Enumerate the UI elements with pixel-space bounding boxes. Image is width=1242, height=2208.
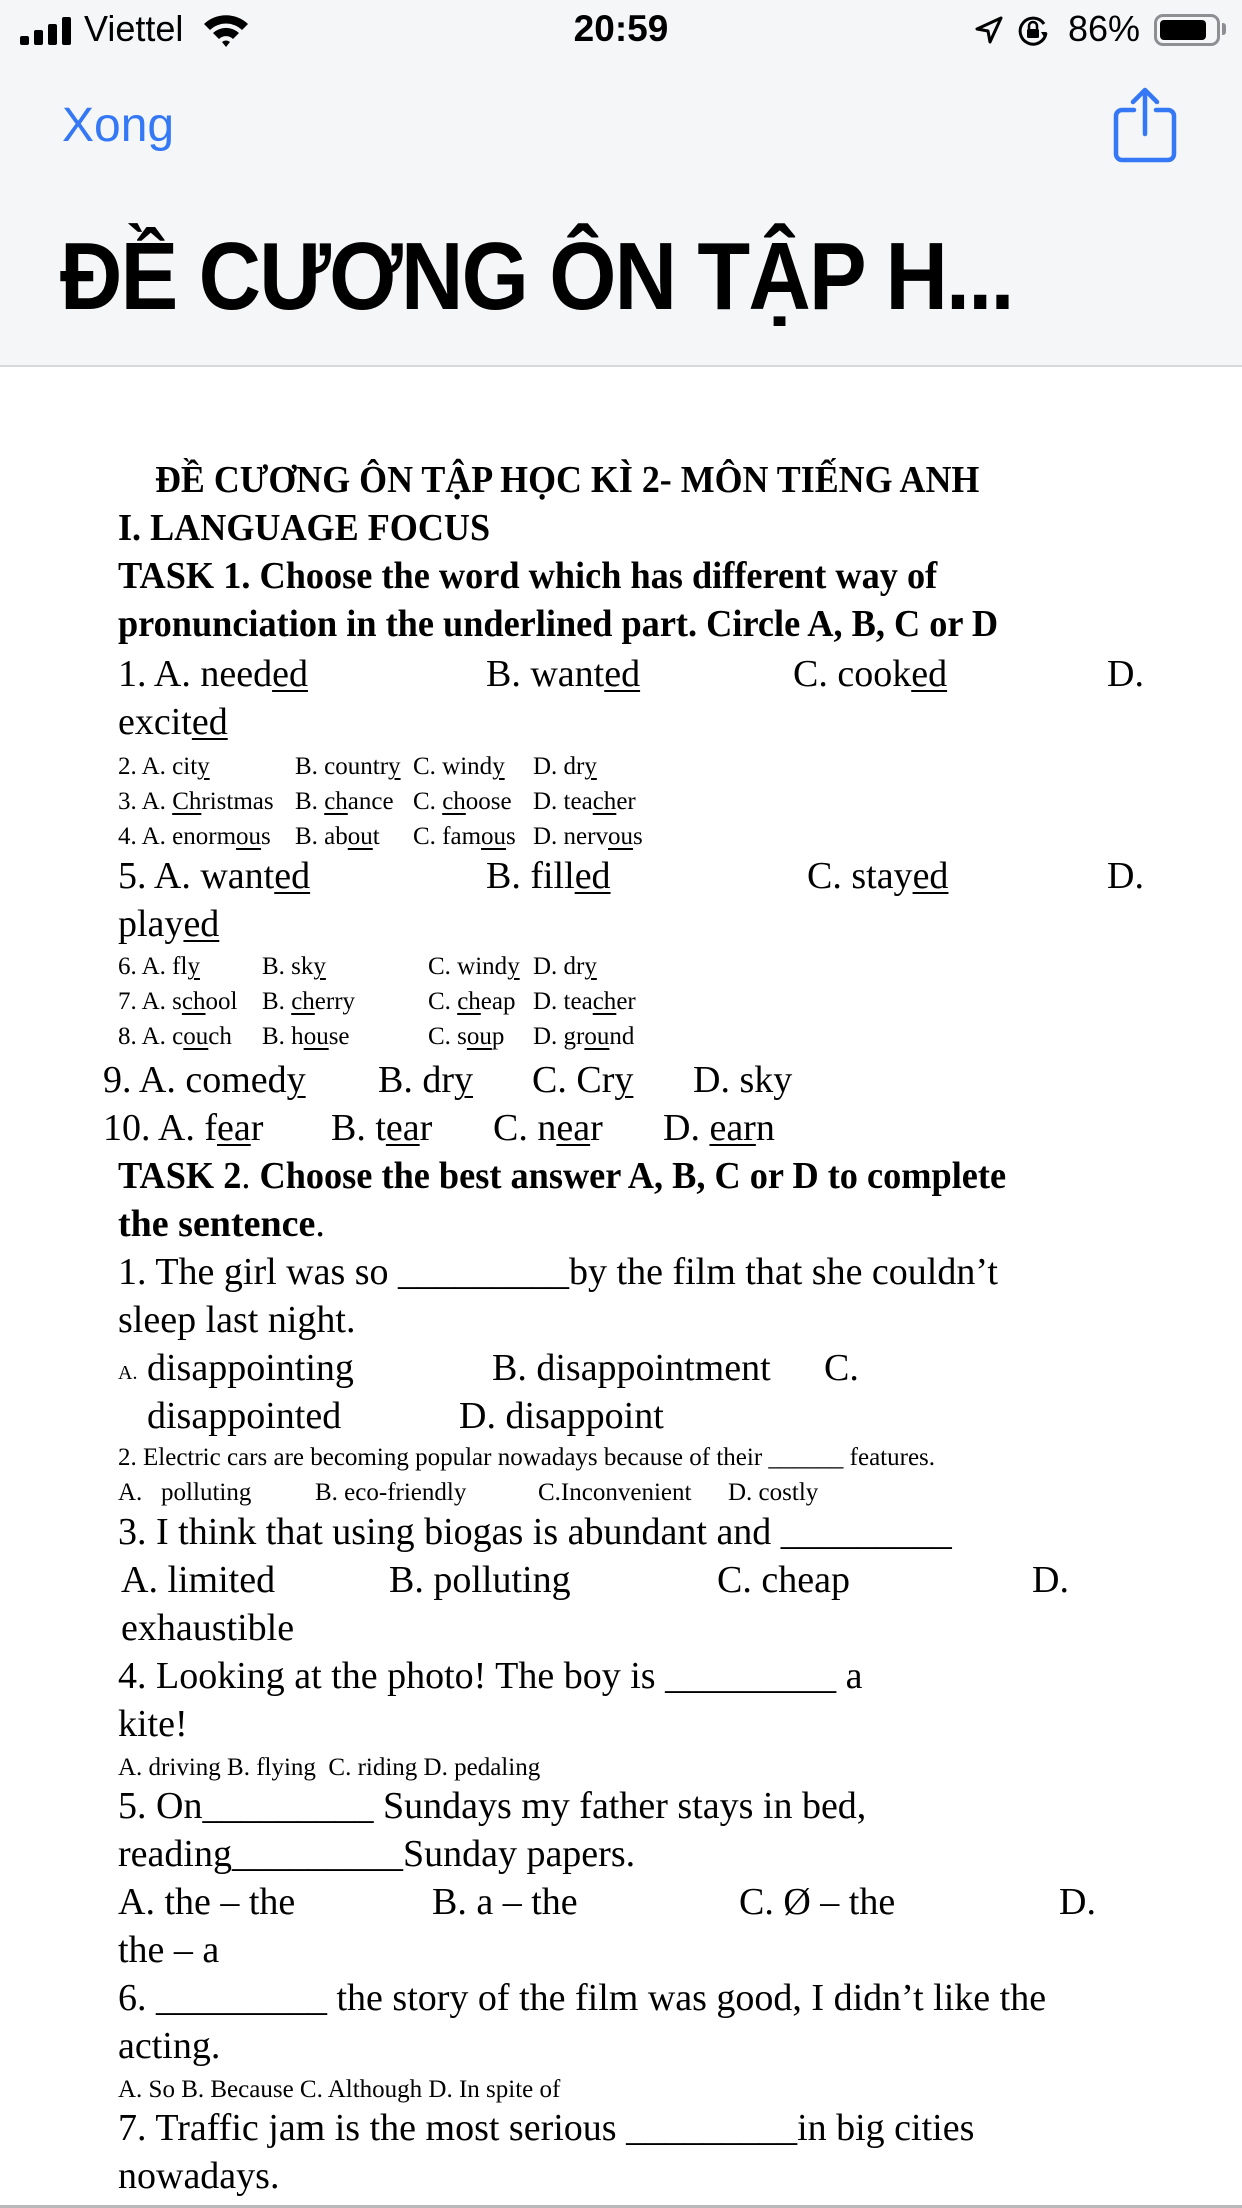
task2-q2-option-d: D. costly: [728, 1479, 819, 1506]
task1-q3-option-d: D. teacher: [533, 788, 636, 815]
task2-q7-line1: 7. Traffic jam is the most serious _________in big cities: [118, 2107, 975, 2149]
task1-q5-option-d: played: [118, 903, 220, 945]
task1-q2-option-b: B. country: [295, 753, 401, 780]
task1-q9-option-a: 9. A. comedy: [103, 1059, 306, 1101]
task2-q5-line1: 5. On_________ Sundays my father stays in bed,: [118, 1785, 867, 1827]
task2-q3-option-b: B. polluting: [389, 1559, 571, 1601]
task1-q8-option-d: D. ground: [533, 1023, 635, 1050]
task2-q3-option-d-label: D.: [1032, 1559, 1069, 1601]
task1-q4-option-d: D. nervous: [533, 823, 643, 850]
task2-q2-option-b: B. eco-friendly: [315, 1479, 467, 1506]
task1-q7-option-c: C. cheap: [428, 988, 516, 1015]
task2-q1-option-c: disappointed: [147, 1395, 342, 1437]
task2-q5-option-a: A. the – the: [118, 1881, 296, 1923]
battery-icon: [1154, 14, 1220, 46]
task1-q4-option-b: B. about: [295, 823, 380, 850]
task2-q2-option-c: C.Inconvenient: [538, 1479, 692, 1506]
task1-q9-option-c: C. Cry: [532, 1059, 634, 1101]
task2-q7-line2: nowadays.: [118, 2155, 280, 2197]
task1-q3-option-b: B. chance: [295, 788, 394, 815]
task2-q4-line1: 4. Looking at the photo! The boy is _________ a: [118, 1655, 863, 1697]
task1-q8-option-c: C. soup: [428, 1023, 505, 1050]
task1-q5-option-d-label: D.: [1107, 855, 1144, 897]
task1-q1-option-b: B. wanted: [486, 653, 641, 695]
document-title: ĐỀ CƯƠNG ÔN TẬP H...: [60, 223, 1013, 330]
task1-q1-option-d: excited: [118, 701, 228, 743]
task1-q3-option-c: C. choose: [413, 788, 512, 815]
task2-q1-line2: sleep last night.: [118, 1299, 356, 1341]
task1-q6-option-c: C. windy: [428, 953, 520, 980]
task1-q2-option-c: C. windy: [413, 753, 505, 780]
task2-q6-line2: acting.: [118, 2025, 221, 2067]
task2-title-line2: the sentence.: [118, 1203, 325, 1245]
carrier-name: Viettel: [84, 8, 184, 49]
task1-q10-option-d: D. earn: [663, 1107, 775, 1149]
task1-q5-option-c: C. stayed: [807, 855, 949, 897]
battery-level-fill: [1160, 20, 1206, 40]
task1-q5-option-b: B. filled: [486, 855, 611, 897]
task1-q8-option-b: B. house: [262, 1023, 350, 1050]
task1-q9-option-b: B. dry: [378, 1059, 473, 1101]
task2-q1-option-c-label: C.: [824, 1347, 859, 1389]
task1-q10-option-b: B. tear: [331, 1107, 433, 1149]
share-icon[interactable]: [1112, 86, 1178, 164]
task1-q1-option-c: C. cooked: [793, 653, 948, 695]
task2-q3-option-c: C. cheap: [717, 1559, 850, 1601]
task1-q7-option-a: 7. A. school: [118, 988, 238, 1015]
task1-q10-option-c: C. near: [493, 1107, 603, 1149]
task1-q6-option-d: D. dry: [533, 953, 597, 980]
task1-q7-option-b: B. cherry: [262, 988, 356, 1015]
task1-q8-option-a: 8. A. couch: [118, 1023, 232, 1050]
task1-q7-option-d: D. teacher: [533, 988, 636, 1015]
task2-q1-option-a: disappointing: [147, 1347, 354, 1389]
task1-q10-option-a: 10. A. fear: [103, 1107, 264, 1149]
battery-tip: [1222, 23, 1226, 35]
rotation-lock-icon: [1016, 14, 1050, 48]
task2-q3-option-d: exhaustible: [121, 1607, 295, 1649]
task2-q5-option-b: B. a – the: [432, 1881, 578, 1923]
task1-q4-option-c: C. famous: [413, 823, 516, 850]
task2-q6-line1: 6. _________ the story of the film was good, I didn’t like the: [118, 1977, 1047, 2019]
task2-q1-line1: 1. The girl was so _________by the film that she couldn’t: [118, 1251, 998, 1293]
task2-q3-option-a: A. limited: [121, 1559, 276, 1601]
task1-q6-option-a: 6. A. fly: [118, 953, 200, 980]
task1-q4-option-a: 4. A. enormous: [118, 823, 271, 850]
task1-q2-option-d: D. dry: [533, 753, 597, 780]
status-bar: [0, 0, 1242, 60]
task2-q1-option-b: B. disappointment: [492, 1347, 771, 1389]
document-heading: ĐỀ CƯƠNG ÔN TẬP HỌC KÌ 2- MÔN TIẾNG ANH: [155, 459, 980, 501]
task2-q4-options: A. driving B. flying C. riding D. pedaling: [118, 1754, 541, 1781]
battery-percentage: 86%: [1068, 8, 1141, 49]
task1-title-line2: pronunciation in the underlined part. Circle A, B, C or D: [118, 603, 999, 645]
task2-q5-option-d-label: D.: [1059, 1881, 1096, 1923]
task1-q1-option-a: 1. A. needed: [118, 653, 308, 695]
task2-q6-options: A. So B. Because C. Although D. In spite of: [118, 2076, 561, 2103]
task2-q5-option-c: C. Ø – the: [739, 1881, 896, 1923]
task1-q9-option-d: D. sky: [693, 1059, 793, 1101]
task1-title-line1: TASK 1. Choose the word which has different way of: [118, 555, 938, 597]
task2-q1-option-d: D. disappoint: [459, 1395, 664, 1437]
task2-q2-option-a: A. polluting: [118, 1479, 252, 1506]
task2-q5-line2: reading_________Sunday papers.: [118, 1833, 636, 1875]
task1-q2-option-a: 2. A. city: [118, 753, 210, 780]
section-heading: I. LANGUAGE FOCUS: [118, 507, 491, 549]
task2-title-line1: TASK 2. Choose the best answer A, B, C or D to complete: [118, 1155, 1007, 1197]
task2-q5-option-d: the – a: [118, 1929, 220, 1971]
task1-q3-option-a: 3. A. Christmas: [118, 788, 274, 815]
task2-q4-line2: kite!: [118, 1703, 188, 1745]
clock: 20:59: [573, 8, 669, 49]
task2-q3-line1: 3. I think that using biogas is abundant and _________: [118, 1511, 952, 1553]
task1-q1-option-d-label: D.: [1107, 653, 1144, 695]
task2-q2-line1: 2. Electric cars are becoming popular nowadays because of their ______ features.: [118, 1444, 936, 1471]
task2-q1-option-a-label: A.: [118, 1362, 138, 1384]
task1-q5-option-a: 5. A. wanted: [118, 855, 311, 897]
done-button[interactable]: Xong: [62, 99, 175, 152]
location-icon: [974, 15, 1004, 45]
navigation-header: [0, 0, 1242, 367]
task1-q6-option-b: B. sky: [262, 953, 326, 980]
